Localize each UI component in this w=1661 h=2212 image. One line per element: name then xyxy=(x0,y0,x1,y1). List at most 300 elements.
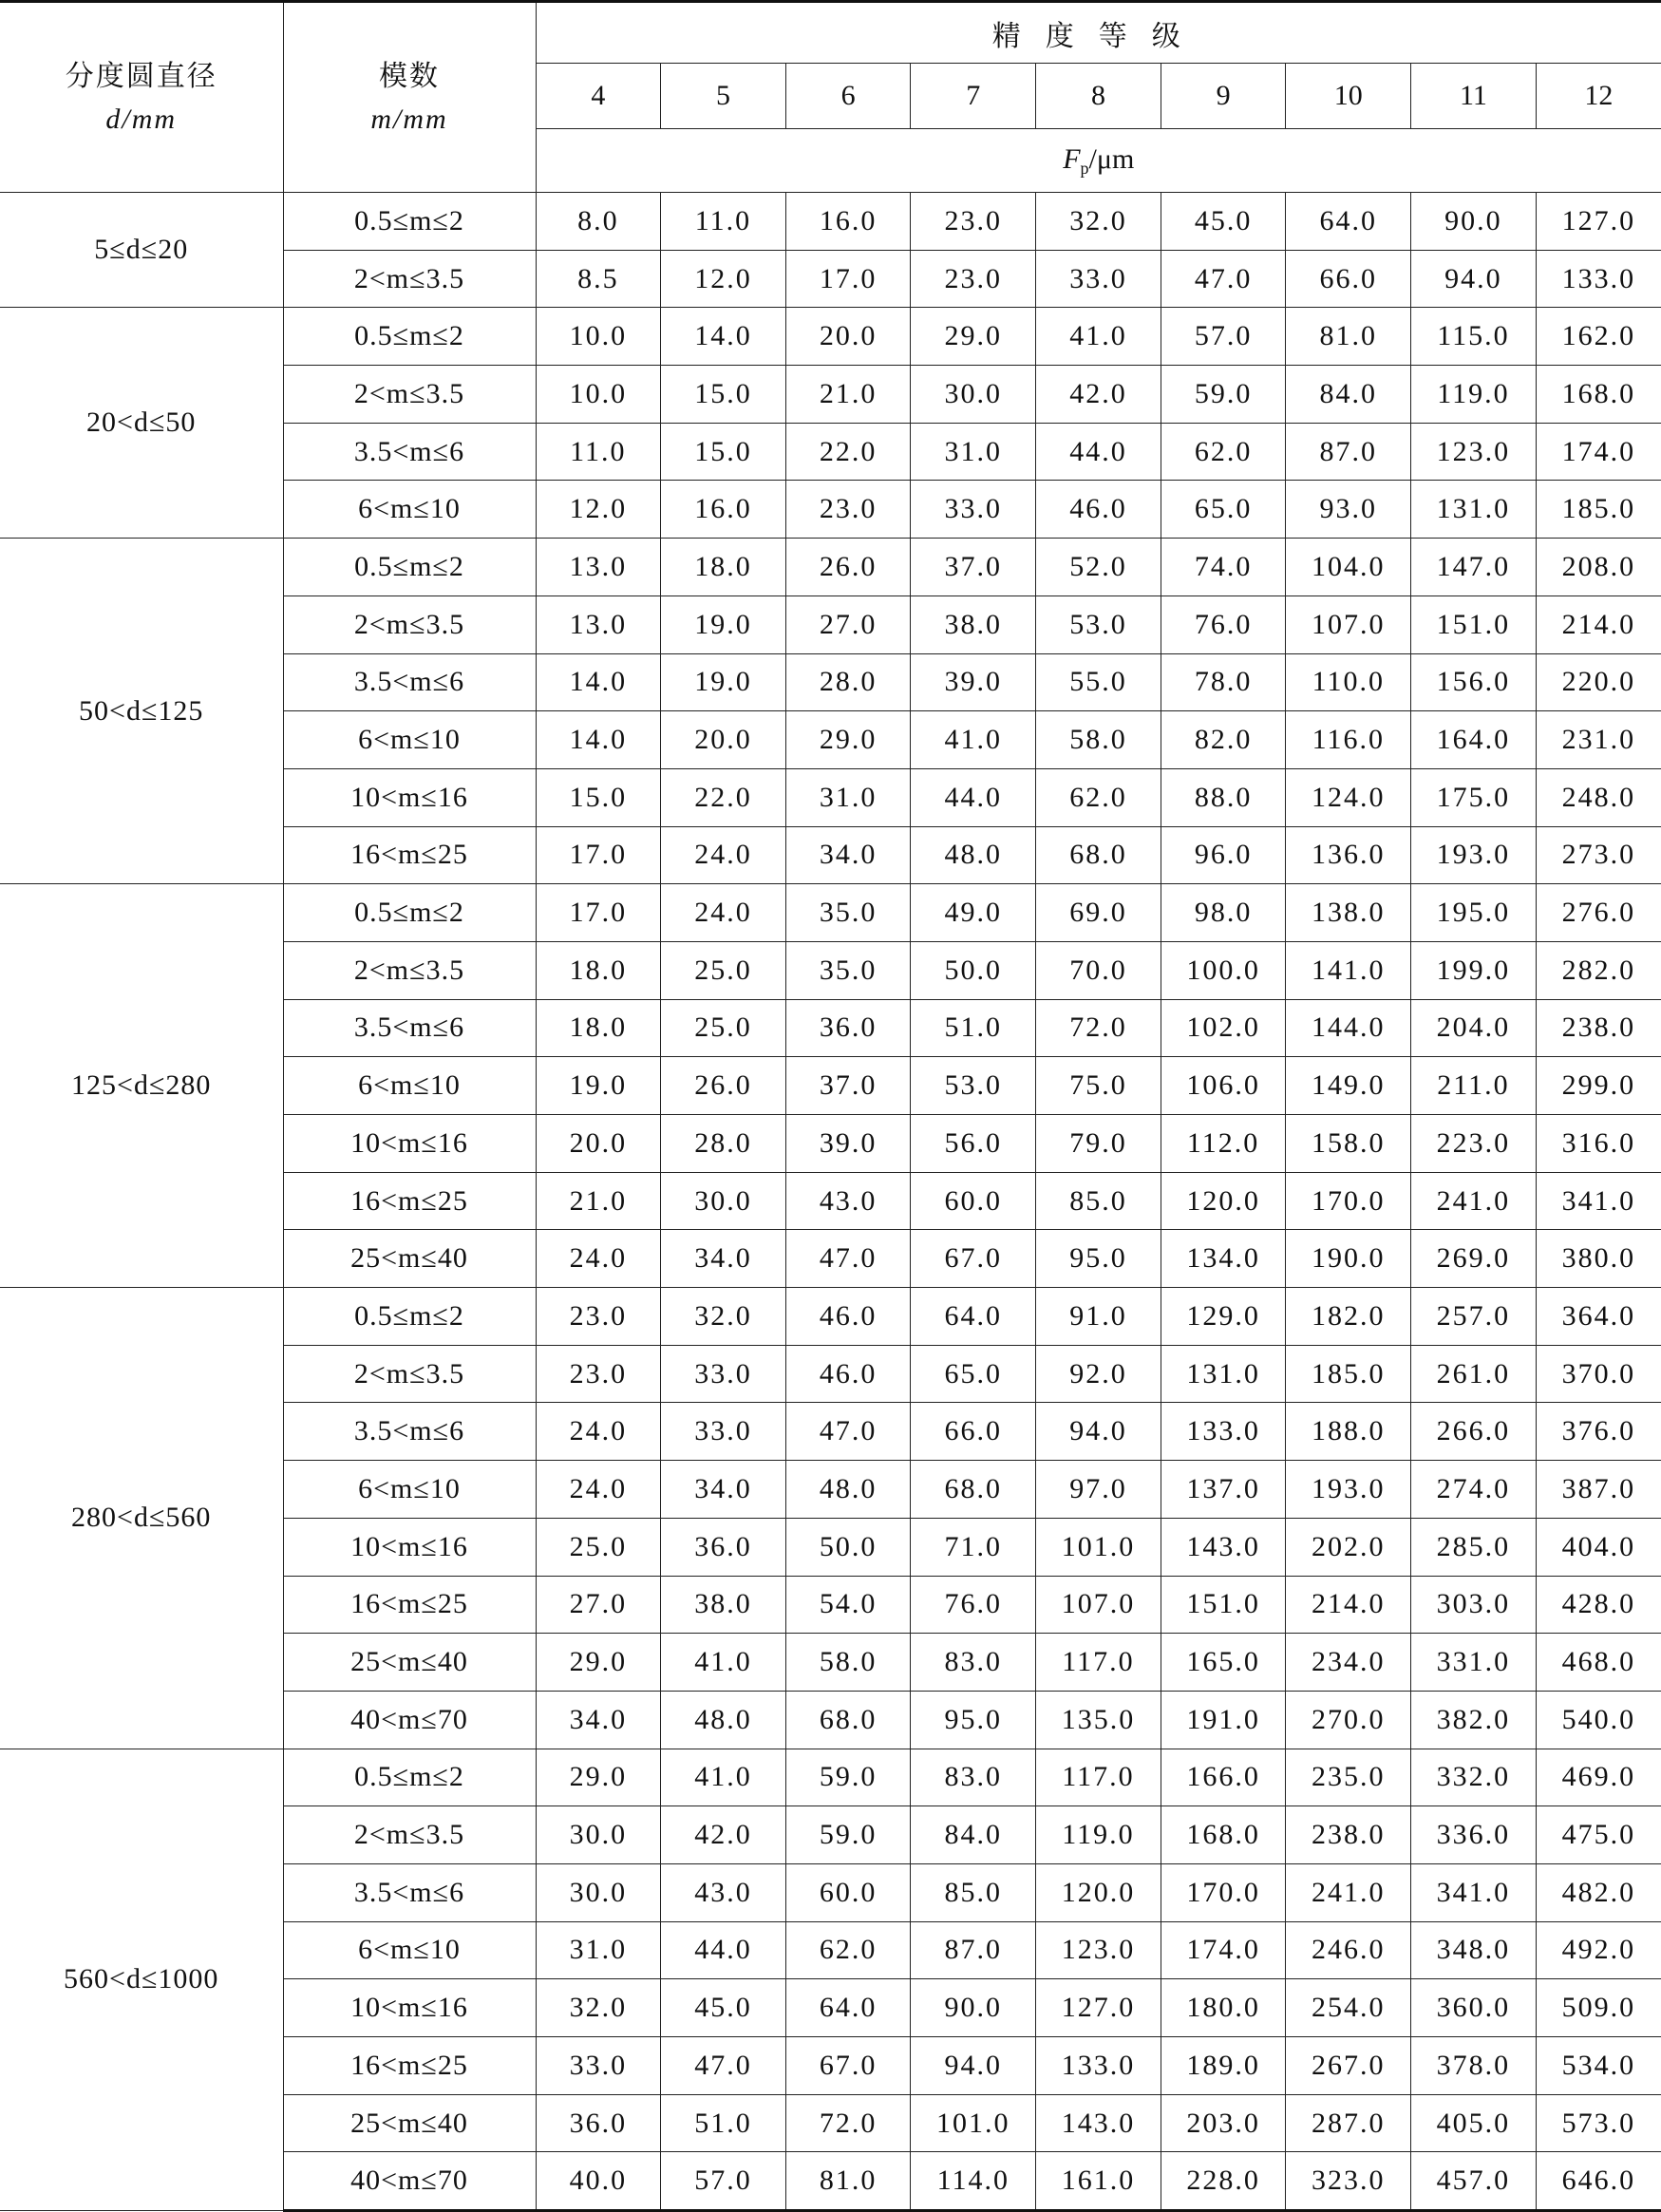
tolerance-value-cell: 21.0 xyxy=(785,366,911,424)
tolerance-value-cell: 162.0 xyxy=(1536,308,1661,366)
tolerance-value-cell: 11.0 xyxy=(536,423,661,481)
tolerance-value-cell: 8.0 xyxy=(536,193,661,251)
table-row xyxy=(0,193,1661,251)
tolerance-value-cell: 180.0 xyxy=(1161,1979,1286,2037)
module-range-cell: 40<m≤70 xyxy=(283,1691,536,1749)
tolerance-value-cell: 468.0 xyxy=(1536,1634,1661,1692)
diameter-range-cell: 5≤d≤20 xyxy=(0,193,283,308)
tolerance-value-cell: 185.0 xyxy=(1536,481,1661,539)
tolerance-value-cell: 120.0 xyxy=(1161,1172,1286,1230)
tolerance-value-cell: 131.0 xyxy=(1161,1345,1286,1403)
tolerance-value-cell: 83.0 xyxy=(911,1749,1036,1806)
tolerance-value-cell: 165.0 xyxy=(1161,1634,1286,1692)
module-range-cell: 6<m≤10 xyxy=(283,1461,536,1519)
module-range-cell: 25<m≤40 xyxy=(283,2094,536,2152)
tolerance-value-cell: 37.0 xyxy=(911,539,1036,596)
tolerance-value-cell: 46.0 xyxy=(1036,481,1161,539)
tolerance-value-cell: 269.0 xyxy=(1411,1230,1537,1288)
tolerance-value-cell: 195.0 xyxy=(1411,884,1537,942)
tolerance-value-cell: 10.0 xyxy=(536,308,661,366)
tolerance-value-cell: 241.0 xyxy=(1286,1863,1411,1921)
tolerance-value-cell: 38.0 xyxy=(911,596,1036,653)
tolerance-value-cell: 90.0 xyxy=(911,1979,1036,2037)
tolerance-value-cell: 54.0 xyxy=(785,1576,911,1634)
tolerance-value-cell: 87.0 xyxy=(1286,423,1411,481)
tolerance-value-cell: 316.0 xyxy=(1536,1115,1661,1173)
tolerance-value-cell: 143.0 xyxy=(1161,1518,1286,1576)
table-row xyxy=(0,1749,1661,1806)
tolerance-value-cell: 36.0 xyxy=(536,2094,661,2152)
header-module xyxy=(283,2,536,193)
tolerance-value-cell: 51.0 xyxy=(911,999,1036,1057)
tolerance-value-cell: 33.0 xyxy=(1036,250,1161,308)
module-range-cell: 6<m≤10 xyxy=(283,1057,536,1115)
tolerance-value-cell: 50.0 xyxy=(785,1518,911,1576)
tolerance-value-cell: 287.0 xyxy=(1286,2094,1411,2152)
tolerance-value-cell: 208.0 xyxy=(1536,539,1661,596)
tolerance-value-cell: 282.0 xyxy=(1536,941,1661,999)
tolerance-value-cell: 15.0 xyxy=(536,768,661,826)
tolerance-value-cell: 24.0 xyxy=(661,884,786,942)
tolerance-value-cell: 8.5 xyxy=(536,250,661,308)
tolerance-value-cell: 32.0 xyxy=(536,1979,661,2037)
tolerance-value-cell: 102.0 xyxy=(1161,999,1286,1057)
tolerance-value-cell: 25.0 xyxy=(536,1518,661,1576)
tolerance-value-cell: 98.0 xyxy=(1161,884,1286,942)
tolerance-value-cell: 57.0 xyxy=(1161,308,1286,366)
tolerance-value-cell: 18.0 xyxy=(536,999,661,1057)
tolerance-value-cell: 202.0 xyxy=(1286,1518,1411,1576)
tolerance-value-cell: 46.0 xyxy=(785,1345,911,1403)
tolerance-value-cell: 84.0 xyxy=(911,1806,1036,1864)
tolerance-value-cell: 341.0 xyxy=(1411,1863,1537,1921)
tolerance-value-cell: 95.0 xyxy=(911,1691,1036,1749)
module-range-cell: 3.5<m≤6 xyxy=(283,999,536,1057)
header-diameter-unit: d/mm xyxy=(105,103,178,135)
tolerance-value-cell: 168.0 xyxy=(1161,1806,1286,1864)
tolerance-value-cell: 71.0 xyxy=(911,1518,1036,1576)
tolerance-value-cell: 129.0 xyxy=(1161,1288,1286,1346)
tolerance-value-cell: 62.0 xyxy=(1161,423,1286,481)
module-range-cell: 2<m≤3.5 xyxy=(283,1345,536,1403)
tolerance-value-cell: 341.0 xyxy=(1536,1172,1661,1230)
tolerance-value-cell: 23.0 xyxy=(911,193,1036,251)
module-range-cell: 16<m≤25 xyxy=(283,1576,536,1634)
module-range-cell: 0.5≤m≤2 xyxy=(283,884,536,942)
tolerance-value-cell: 55.0 xyxy=(1036,653,1161,711)
diameter-range-cell: 20<d≤50 xyxy=(0,308,283,539)
tolerance-value-cell: 174.0 xyxy=(1536,423,1661,481)
tolerance-value-cell: 34.0 xyxy=(661,1461,786,1519)
tolerance-value-cell: 41.0 xyxy=(1036,308,1161,366)
header-module-unit: m/mm xyxy=(370,103,448,135)
tolerance-value-cell: 58.0 xyxy=(1036,711,1161,769)
tolerance-value-cell: 12.0 xyxy=(661,250,786,308)
tolerance-value-cell: 241.0 xyxy=(1411,1172,1537,1230)
tolerance-value-cell: 21.0 xyxy=(536,1172,661,1230)
tolerance-value-cell: 18.0 xyxy=(661,539,786,596)
tolerance-value-cell: 135.0 xyxy=(1036,1691,1161,1749)
tolerance-value-cell: 48.0 xyxy=(911,826,1036,884)
tolerance-value-cell: 30.0 xyxy=(536,1806,661,1864)
tolerance-value-cell: 19.0 xyxy=(536,1057,661,1115)
header-value-unit: /μm xyxy=(1088,142,1135,175)
tolerance-value-cell: 62.0 xyxy=(1036,768,1161,826)
tolerance-value-cell: 26.0 xyxy=(661,1057,786,1115)
tolerance-value-cell: 88.0 xyxy=(1161,768,1286,826)
header-grade-title: 精度等级 xyxy=(991,20,1205,52)
header-grade-12: 12 xyxy=(1536,64,1661,129)
diameter-range-cell: 560<d≤1000 xyxy=(0,1749,283,2211)
tolerance-value-cell: 32.0 xyxy=(1036,193,1161,251)
module-range-cell: 6<m≤10 xyxy=(283,481,536,539)
tolerance-value-cell: 47.0 xyxy=(1161,250,1286,308)
tolerance-value-cell: 94.0 xyxy=(1036,1403,1161,1461)
tolerance-value-cell: 534.0 xyxy=(1536,2037,1661,2095)
tolerance-value-cell: 156.0 xyxy=(1411,653,1537,711)
tolerance-value-cell: 348.0 xyxy=(1411,1921,1537,1979)
diameter-range-cell: 280<d≤560 xyxy=(0,1288,283,1749)
tolerance-value-cell: 238.0 xyxy=(1286,1806,1411,1864)
tolerance-value-cell: 189.0 xyxy=(1161,2037,1286,2095)
tolerance-value-cell: 17.0 xyxy=(536,884,661,942)
tolerance-value-cell: 120.0 xyxy=(1036,1863,1161,1921)
tolerance-value-cell: 67.0 xyxy=(911,1230,1036,1288)
tolerance-value-cell: 303.0 xyxy=(1411,1576,1537,1634)
tolerance-value-cell: 116.0 xyxy=(1286,711,1411,769)
tolerance-value-cell: 124.0 xyxy=(1286,768,1411,826)
tolerance-value-cell: 69.0 xyxy=(1036,884,1161,942)
tolerance-value-cell: 32.0 xyxy=(661,1288,786,1346)
tolerance-value-cell: 53.0 xyxy=(1036,596,1161,653)
tolerance-value-cell: 112.0 xyxy=(1161,1115,1286,1173)
tolerance-value-cell: 223.0 xyxy=(1411,1115,1537,1173)
tolerance-value-cell: 48.0 xyxy=(785,1461,911,1519)
tolerance-value-cell: 42.0 xyxy=(661,1806,786,1864)
module-range-cell: 25<m≤40 xyxy=(283,1230,536,1288)
diameter-range-cell: 125<d≤280 xyxy=(0,884,283,1288)
tolerance-value-cell: 238.0 xyxy=(1536,999,1661,1057)
tolerance-value-cell: 199.0 xyxy=(1411,941,1537,999)
tolerance-value-cell: 28.0 xyxy=(785,653,911,711)
tolerance-value-cell: 107.0 xyxy=(1036,1576,1161,1634)
module-range-cell: 2<m≤3.5 xyxy=(283,941,536,999)
tolerance-value-cell: 67.0 xyxy=(785,2037,911,2095)
tolerance-value-cell: 30.0 xyxy=(661,1172,786,1230)
tolerance-value-cell: 119.0 xyxy=(1411,366,1537,424)
tolerance-value-cell: 34.0 xyxy=(536,1691,661,1749)
header-row-grade-title xyxy=(0,2,1661,64)
tolerance-value-cell: 23.0 xyxy=(536,1288,661,1346)
tolerance-value-cell: 47.0 xyxy=(785,1403,911,1461)
module-range-cell: 6<m≤10 xyxy=(283,1921,536,1979)
tolerance-value-cell: 29.0 xyxy=(536,1634,661,1692)
tolerance-value-cell: 360.0 xyxy=(1411,1979,1537,2037)
tolerance-value-cell: 43.0 xyxy=(661,1863,786,1921)
tolerance-value-cell: 115.0 xyxy=(1411,308,1537,366)
tolerance-value-cell: 257.0 xyxy=(1411,1288,1537,1346)
tolerance-value-cell: 182.0 xyxy=(1286,1288,1411,1346)
tolerance-value-cell: 193.0 xyxy=(1286,1461,1411,1519)
tolerance-value-cell: 59.0 xyxy=(1161,366,1286,424)
tolerance-value-cell: 41.0 xyxy=(911,711,1036,769)
tolerance-value-cell: 174.0 xyxy=(1161,1921,1286,1979)
module-range-cell: 0.5≤m≤2 xyxy=(283,308,536,366)
tolerance-value-cell: 141.0 xyxy=(1286,941,1411,999)
tolerance-value-cell: 45.0 xyxy=(661,1979,786,2037)
tolerance-value-cell: 133.0 xyxy=(1161,1403,1286,1461)
tolerance-value-cell: 114.0 xyxy=(911,2152,1036,2211)
header-grade-11: 11 xyxy=(1411,64,1537,129)
tolerance-value-cell: 273.0 xyxy=(1536,826,1661,884)
tolerance-value-cell: 110.0 xyxy=(1286,653,1411,711)
tolerance-value-cell: 43.0 xyxy=(785,1172,911,1230)
tolerance-value-cell: 133.0 xyxy=(1536,250,1661,308)
tolerance-value-cell: 11.0 xyxy=(661,193,786,251)
tolerance-value-cell: 44.0 xyxy=(661,1921,786,1979)
tolerance-value-cell: 64.0 xyxy=(1286,193,1411,251)
tolerance-value-cell: 336.0 xyxy=(1411,1806,1537,1864)
tolerance-value-cell: 30.0 xyxy=(911,366,1036,424)
tolerance-value-cell: 33.0 xyxy=(911,481,1036,539)
tolerance-value-cell: 246.0 xyxy=(1286,1921,1411,1979)
header-module-label: 模数 xyxy=(379,60,440,92)
tolerance-value-cell: 64.0 xyxy=(911,1288,1036,1346)
tolerance-value-cell: 137.0 xyxy=(1161,1461,1286,1519)
tolerance-value-cell: 404.0 xyxy=(1536,1518,1661,1576)
module-range-cell: 16<m≤25 xyxy=(283,1172,536,1230)
table-row xyxy=(0,308,1661,366)
module-range-cell: 10<m≤16 xyxy=(283,1115,536,1173)
tolerance-value-cell: 254.0 xyxy=(1286,1979,1411,2037)
tolerance-value-cell: 18.0 xyxy=(536,941,661,999)
diameter-range-cell: 50<d≤125 xyxy=(0,539,283,884)
tolerance-value-cell: 64.0 xyxy=(785,1979,911,2037)
tolerance-value-cell: 37.0 xyxy=(785,1057,911,1115)
tolerance-value-cell: 29.0 xyxy=(785,711,911,769)
tolerance-value-cell: 29.0 xyxy=(536,1749,661,1806)
tolerance-value-cell: 49.0 xyxy=(911,884,1036,942)
tolerance-value-cell: 31.0 xyxy=(785,768,911,826)
tolerance-value-cell: 248.0 xyxy=(1536,768,1661,826)
tolerance-value-cell: 573.0 xyxy=(1536,2094,1661,2152)
tolerance-value-cell: 214.0 xyxy=(1286,1576,1411,1634)
tolerance-value-cell: 164.0 xyxy=(1411,711,1537,769)
header-grade-5: 5 xyxy=(661,64,786,129)
module-range-cell: 0.5≤m≤2 xyxy=(283,1749,536,1806)
header-value-subscript: p xyxy=(1080,158,1089,178)
tolerance-value-cell: 646.0 xyxy=(1536,2152,1661,2211)
module-range-cell: 40<m≤70 xyxy=(283,2152,536,2211)
tolerance-value-cell: 188.0 xyxy=(1286,1403,1411,1461)
tolerance-value-cell: 261.0 xyxy=(1411,1345,1537,1403)
tolerance-value-cell: 95.0 xyxy=(1036,1230,1161,1288)
tolerance-value-cell: 28.0 xyxy=(661,1115,786,1173)
tolerance-value-cell: 23.0 xyxy=(785,481,911,539)
tolerance-value-cell: 17.0 xyxy=(536,826,661,884)
tolerance-value-cell: 39.0 xyxy=(785,1115,911,1173)
tolerance-value-cell: 60.0 xyxy=(785,1863,911,1921)
tolerance-value-cell: 59.0 xyxy=(785,1749,911,1806)
tolerance-value-cell: 380.0 xyxy=(1536,1230,1661,1288)
tolerance-value-cell: 42.0 xyxy=(1036,366,1161,424)
tolerance-value-cell: 33.0 xyxy=(661,1403,786,1461)
tolerance-value-cell: 457.0 xyxy=(1411,2152,1537,2211)
tolerance-value-cell: 60.0 xyxy=(911,1172,1036,1230)
tolerance-value-cell: 270.0 xyxy=(1286,1691,1411,1749)
tolerance-value-cell: 138.0 xyxy=(1286,884,1411,942)
tolerance-value-cell: 19.0 xyxy=(661,653,786,711)
tolerance-value-cell: 107.0 xyxy=(1286,596,1411,653)
module-range-cell: 6<m≤10 xyxy=(283,711,536,769)
tolerance-value-cell: 83.0 xyxy=(911,1634,1036,1692)
module-range-cell: 3.5<m≤6 xyxy=(283,1403,536,1461)
tolerance-value-cell: 13.0 xyxy=(536,539,661,596)
module-range-cell: 10<m≤16 xyxy=(283,768,536,826)
tolerance-value-cell: 52.0 xyxy=(1036,539,1161,596)
tolerance-value-cell: 66.0 xyxy=(1286,250,1411,308)
tolerance-value-cell: 81.0 xyxy=(1286,308,1411,366)
module-range-cell: 0.5≤m≤2 xyxy=(283,1288,536,1346)
tolerance-value-cell: 46.0 xyxy=(785,1288,911,1346)
tolerance-value-cell: 51.0 xyxy=(661,2094,786,2152)
tolerance-value-cell: 59.0 xyxy=(785,1806,911,1864)
module-range-cell: 0.5≤m≤2 xyxy=(283,539,536,596)
tolerance-value-cell: 81.0 xyxy=(785,2152,911,2211)
tolerance-value-cell: 14.0 xyxy=(661,308,786,366)
tolerance-value-cell: 469.0 xyxy=(1536,1749,1661,1806)
module-range-cell: 25<m≤40 xyxy=(283,1634,536,1692)
tolerance-value-cell: 38.0 xyxy=(661,1576,786,1634)
tolerance-value-cell: 405.0 xyxy=(1411,2094,1537,2152)
tolerance-value-cell: 22.0 xyxy=(785,423,911,481)
tolerance-value-cell: 475.0 xyxy=(1536,1806,1661,1864)
tolerance-value-cell: 22.0 xyxy=(661,768,786,826)
tolerance-value-cell: 492.0 xyxy=(1536,1921,1661,1979)
tolerance-value-cell: 34.0 xyxy=(785,826,911,884)
table-row xyxy=(0,1288,1661,1346)
tolerance-value-cell: 370.0 xyxy=(1536,1345,1661,1403)
tolerance-value-cell: 101.0 xyxy=(911,2094,1036,2152)
tolerance-value-cell: 44.0 xyxy=(911,768,1036,826)
header-grade-6: 6 xyxy=(785,64,911,129)
tolerance-value-cell: 228.0 xyxy=(1161,2152,1286,2211)
tolerance-value-cell: 41.0 xyxy=(661,1749,786,1806)
tolerance-value-cell: 117.0 xyxy=(1036,1749,1161,1806)
tolerance-value-cell: 40.0 xyxy=(536,2152,661,2211)
tolerance-value-cell: 47.0 xyxy=(661,2037,786,2095)
tolerance-value-cell: 93.0 xyxy=(1286,481,1411,539)
module-range-cell: 10<m≤16 xyxy=(283,1979,536,2037)
tolerance-value-cell: 127.0 xyxy=(1036,1979,1161,2037)
tolerance-value-cell: 14.0 xyxy=(536,711,661,769)
module-range-cell: 2<m≤3.5 xyxy=(283,366,536,424)
tolerance-value-cell: 267.0 xyxy=(1286,2037,1411,2095)
tolerance-value-cell: 387.0 xyxy=(1536,1461,1661,1519)
tolerance-value-cell: 144.0 xyxy=(1286,999,1411,1057)
tolerance-value-cell: 143.0 xyxy=(1036,2094,1161,2152)
tolerance-value-cell: 39.0 xyxy=(911,653,1036,711)
tolerance-value-cell: 158.0 xyxy=(1286,1115,1411,1173)
tolerance-value-cell: 276.0 xyxy=(1536,884,1661,942)
tolerance-value-cell: 211.0 xyxy=(1411,1057,1537,1115)
tolerance-value-cell: 161.0 xyxy=(1036,2152,1161,2211)
tolerance-value-cell: 76.0 xyxy=(1161,596,1286,653)
tolerance-value-cell: 33.0 xyxy=(536,2037,661,2095)
tolerance-value-cell: 101.0 xyxy=(1036,1518,1161,1576)
tolerance-value-cell: 62.0 xyxy=(785,1921,911,1979)
tolerance-value-cell: 170.0 xyxy=(1161,1863,1286,1921)
tolerance-value-cell: 91.0 xyxy=(1036,1288,1161,1346)
tolerance-value-cell: 175.0 xyxy=(1411,768,1537,826)
tolerance-value-cell: 234.0 xyxy=(1286,1634,1411,1692)
tolerance-value-cell: 36.0 xyxy=(661,1518,786,1576)
tolerance-value-cell: 203.0 xyxy=(1161,2094,1286,2152)
tolerance-value-cell: 94.0 xyxy=(911,2037,1036,2095)
header-grade-cell xyxy=(536,2,1661,64)
tolerance-value-cell: 428.0 xyxy=(1536,1576,1661,1634)
tolerance-value-cell: 151.0 xyxy=(1161,1576,1286,1634)
table-body xyxy=(0,2,1661,2211)
module-range-cell: 2<m≤3.5 xyxy=(283,250,536,308)
tolerance-value-cell: 168.0 xyxy=(1536,366,1661,424)
tolerance-value-cell: 119.0 xyxy=(1036,1806,1161,1864)
tolerance-value-cell: 235.0 xyxy=(1286,1749,1411,1806)
tolerance-value-cell: 50.0 xyxy=(911,941,1036,999)
table-row xyxy=(0,539,1661,596)
tolerance-value-cell: 20.0 xyxy=(661,711,786,769)
tolerance-value-cell: 299.0 xyxy=(1536,1057,1661,1115)
module-range-cell: 3.5<m≤6 xyxy=(283,1863,536,1921)
tolerance-value-cell: 214.0 xyxy=(1536,596,1661,653)
tolerance-value-cell: 85.0 xyxy=(911,1863,1036,1921)
tolerance-value-cell: 266.0 xyxy=(1411,1403,1537,1461)
tolerance-value-cell: 274.0 xyxy=(1411,1461,1537,1519)
tolerance-value-cell: 84.0 xyxy=(1286,366,1411,424)
tolerance-value-cell: 27.0 xyxy=(785,596,911,653)
tolerance-value-cell: 58.0 xyxy=(785,1634,911,1692)
tolerance-value-cell: 72.0 xyxy=(785,2094,911,2152)
tolerance-value-cell: 147.0 xyxy=(1411,539,1537,596)
tolerance-value-cell: 45.0 xyxy=(1161,193,1286,251)
tolerance-value-cell: 149.0 xyxy=(1286,1057,1411,1115)
tolerance-value-cell: 65.0 xyxy=(1161,481,1286,539)
tolerance-value-cell: 190.0 xyxy=(1286,1230,1411,1288)
tolerance-value-cell: 540.0 xyxy=(1536,1691,1661,1749)
tolerance-value-cell: 31.0 xyxy=(911,423,1036,481)
tolerance-value-cell: 482.0 xyxy=(1536,1863,1661,1921)
tolerance-value-cell: 376.0 xyxy=(1536,1403,1661,1461)
tolerance-value-cell: 90.0 xyxy=(1411,193,1537,251)
tolerance-value-cell: 382.0 xyxy=(1411,1691,1537,1749)
tolerance-value-cell: 15.0 xyxy=(661,423,786,481)
tolerance-value-cell: 68.0 xyxy=(911,1461,1036,1519)
tolerance-value-cell: 166.0 xyxy=(1161,1749,1286,1806)
tolerance-value-cell: 123.0 xyxy=(1036,1921,1161,1979)
tolerance-value-cell: 97.0 xyxy=(1036,1461,1161,1519)
tolerance-value-cell: 70.0 xyxy=(1036,941,1161,999)
tolerance-value-cell: 509.0 xyxy=(1536,1979,1661,2037)
tolerance-value-cell: 134.0 xyxy=(1161,1230,1286,1288)
tolerance-value-cell: 78.0 xyxy=(1161,653,1286,711)
tolerance-value-cell: 92.0 xyxy=(1036,1345,1161,1403)
tolerance-value-cell: 24.0 xyxy=(536,1230,661,1288)
tolerance-value-cell: 23.0 xyxy=(911,250,1036,308)
tolerance-value-cell: 17.0 xyxy=(785,250,911,308)
tolerance-value-cell: 220.0 xyxy=(1536,653,1661,711)
module-range-cell: 16<m≤25 xyxy=(283,826,536,884)
tolerance-value-cell: 26.0 xyxy=(785,539,911,596)
